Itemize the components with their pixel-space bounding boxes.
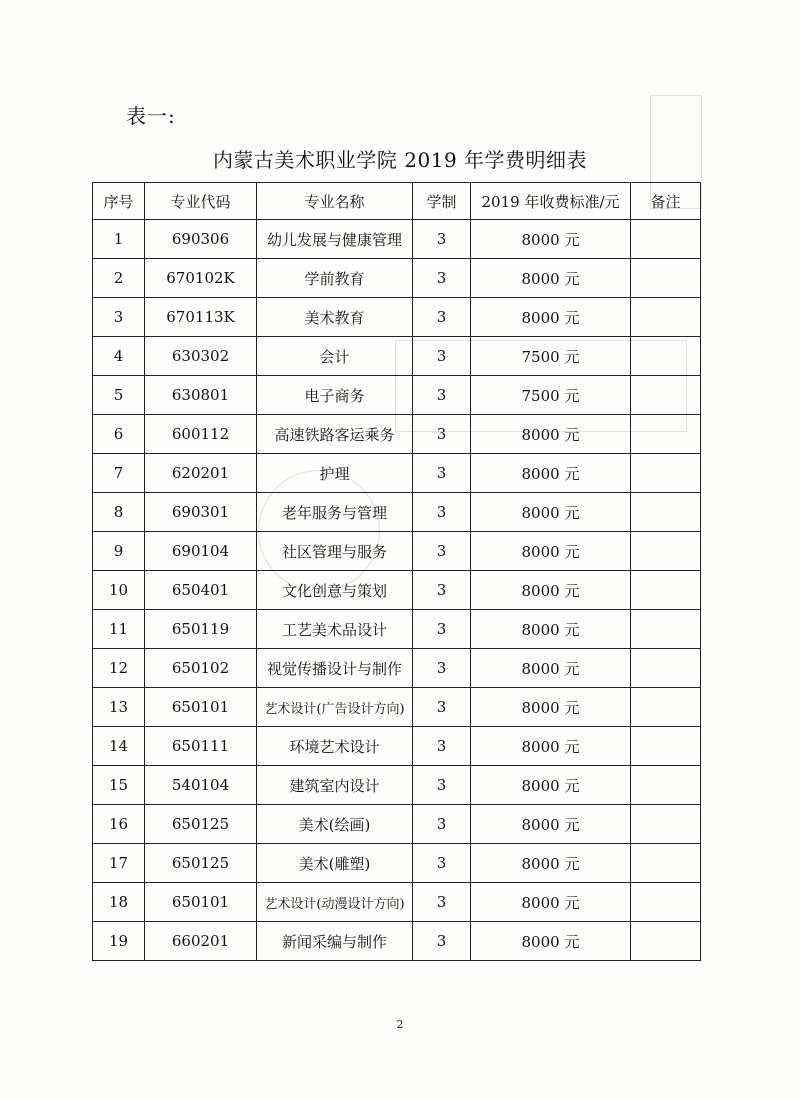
study-years: 3 [413, 922, 471, 961]
table-row [93, 844, 701, 883]
tuition-fee: 8000 元 [471, 922, 631, 961]
note-cell [631, 727, 701, 766]
major-name: 会计 [257, 337, 413, 376]
tuition-fee: 8000 元 [471, 766, 631, 805]
major-name: 美术(雕塑) [257, 844, 413, 883]
row-index: 12 [93, 649, 145, 688]
page-title: 内蒙古美术职业学院 2019 年学费明细表 [212, 148, 588, 172]
row-index: 11 [93, 610, 145, 649]
study-years: 3 [413, 571, 471, 610]
tuition-fee: 8000 元 [471, 571, 631, 610]
major-code: 650125 [145, 844, 257, 883]
row-index: 17 [93, 844, 145, 883]
tuition-fee: 8000 元 [471, 532, 631, 571]
note-cell [631, 493, 701, 532]
major-name: 老年服务与管理 [257, 493, 413, 532]
row-index: 14 [93, 727, 145, 766]
major-name: 工艺美术品设计 [257, 610, 413, 649]
major-name: 文化创意与策划 [257, 571, 413, 610]
column-header-code: 专业代码 [145, 183, 257, 220]
major-code: 650119 [145, 610, 257, 649]
major-name: 护理 [257, 454, 413, 493]
row-index: 10 [93, 571, 145, 610]
row-index: 3 [93, 298, 145, 337]
study-years: 3 [413, 454, 471, 493]
note-cell [631, 649, 701, 688]
note-cell [631, 844, 701, 883]
row-index: 8 [93, 493, 145, 532]
table-row [93, 298, 701, 337]
study-years: 3 [413, 298, 471, 337]
study-years: 3 [413, 610, 471, 649]
major-code: 630801 [145, 376, 257, 415]
major-name: 高速铁路客运乘务 [257, 415, 413, 454]
column-header-note: 备注 [631, 183, 701, 220]
major-name: 电子商务 [257, 376, 413, 415]
major-code: 650401 [145, 571, 257, 610]
major-name: 视觉传播设计与制作 [257, 649, 413, 688]
row-index: 1 [93, 220, 145, 259]
major-code: 600112 [145, 415, 257, 454]
study-years: 3 [413, 883, 471, 922]
column-header-major: 专业名称 [257, 183, 413, 220]
major-name: 新闻采编与制作 [257, 922, 413, 961]
note-cell [631, 298, 701, 337]
major-name: 学前教育 [257, 259, 413, 298]
row-index: 13 [93, 688, 145, 727]
row-index: 9 [93, 532, 145, 571]
major-name: 美术教育 [257, 298, 413, 337]
table-row [93, 454, 701, 493]
major-code: 690104 [145, 532, 257, 571]
major-code: 650101 [145, 688, 257, 727]
table-row [93, 415, 701, 454]
study-years: 3 [413, 493, 471, 532]
note-cell [631, 571, 701, 610]
tuition-fee: 8000 元 [471, 454, 631, 493]
table-row [93, 766, 701, 805]
note-cell [631, 337, 701, 376]
table-row [93, 688, 701, 727]
note-cell [631, 805, 701, 844]
table-row [93, 805, 701, 844]
study-years: 3 [413, 649, 471, 688]
major-name: 环境艺术设计 [257, 727, 413, 766]
fee-table [92, 182, 701, 961]
note-cell [631, 259, 701, 298]
study-years: 3 [413, 766, 471, 805]
row-index: 4 [93, 337, 145, 376]
major-name: 艺术设计(广告设计方向) [257, 688, 413, 727]
major-code: 650102 [145, 649, 257, 688]
tuition-fee: 8000 元 [471, 493, 631, 532]
tuition-fee: 8000 元 [471, 727, 631, 766]
table-row [93, 220, 701, 259]
major-name: 幼儿发展与健康管理 [257, 220, 413, 259]
study-years: 3 [413, 415, 471, 454]
study-years: 3 [413, 337, 471, 376]
note-cell [631, 688, 701, 727]
tuition-fee: 8000 元 [471, 298, 631, 337]
note-cell [631, 532, 701, 571]
major-name: 社区管理与服务 [257, 532, 413, 571]
row-index: 15 [93, 766, 145, 805]
note-cell [631, 766, 701, 805]
table-row [93, 493, 701, 532]
study-years: 3 [413, 727, 471, 766]
tuition-fee: 8000 元 [471, 610, 631, 649]
study-years: 3 [413, 376, 471, 415]
column-header-fee: 2019 年收费标准/元 [471, 183, 631, 220]
row-index: 2 [93, 259, 145, 298]
row-index: 16 [93, 805, 145, 844]
row-index: 18 [93, 883, 145, 922]
tuition-fee: 8000 元 [471, 415, 631, 454]
table-row [93, 259, 701, 298]
table-row [93, 883, 701, 922]
table-row [93, 337, 701, 376]
row-index: 7 [93, 454, 145, 493]
major-code: 630302 [145, 337, 257, 376]
major-code: 660201 [145, 922, 257, 961]
tuition-fee: 8000 元 [471, 649, 631, 688]
major-code: 670102K [145, 259, 257, 298]
column-header-duration: 学制 [413, 183, 471, 220]
note-cell [631, 220, 701, 259]
study-years: 3 [413, 259, 471, 298]
tuition-fee: 8000 元 [471, 883, 631, 922]
major-code: 650111 [145, 727, 257, 766]
study-years: 3 [413, 220, 471, 259]
study-years: 3 [413, 688, 471, 727]
major-name: 艺术设计(动漫设计方向) [257, 883, 413, 922]
major-code: 690306 [145, 220, 257, 259]
table-label: 表一: [126, 104, 176, 128]
major-code: 650125 [145, 805, 257, 844]
note-cell [631, 922, 701, 961]
table-row [93, 571, 701, 610]
tuition-fee: 8000 元 [471, 259, 631, 298]
tuition-fee: 8000 元 [471, 688, 631, 727]
tuition-fee: 8000 元 [471, 220, 631, 259]
row-index: 19 [93, 922, 145, 961]
major-name: 建筑室内设计 [257, 766, 413, 805]
page-number: 2 [396, 1018, 404, 1031]
table-row [93, 727, 701, 766]
tuition-fee: 8000 元 [471, 805, 631, 844]
major-code: 540104 [145, 766, 257, 805]
tuition-fee: 7500 元 [471, 376, 631, 415]
major-code: 670113K [145, 298, 257, 337]
row-index: 5 [93, 376, 145, 415]
major-code: 690301 [145, 493, 257, 532]
note-cell [631, 883, 701, 922]
table-row [93, 532, 701, 571]
note-cell [631, 376, 701, 415]
study-years: 3 [413, 532, 471, 571]
major-code: 650101 [145, 883, 257, 922]
table-row [93, 649, 701, 688]
table-row [93, 610, 701, 649]
major-code: 620201 [145, 454, 257, 493]
table-header-row [93, 183, 701, 220]
note-cell [631, 415, 701, 454]
note-cell [631, 610, 701, 649]
table-row [93, 376, 701, 415]
row-index: 6 [93, 415, 145, 454]
tuition-fee: 8000 元 [471, 844, 631, 883]
tuition-fee: 7500 元 [471, 337, 631, 376]
column-header-index: 序号 [93, 183, 145, 220]
note-cell [631, 454, 701, 493]
study-years: 3 [413, 805, 471, 844]
major-name: 美术(绘画) [257, 805, 413, 844]
study-years: 3 [413, 844, 471, 883]
table-row [93, 922, 701, 961]
